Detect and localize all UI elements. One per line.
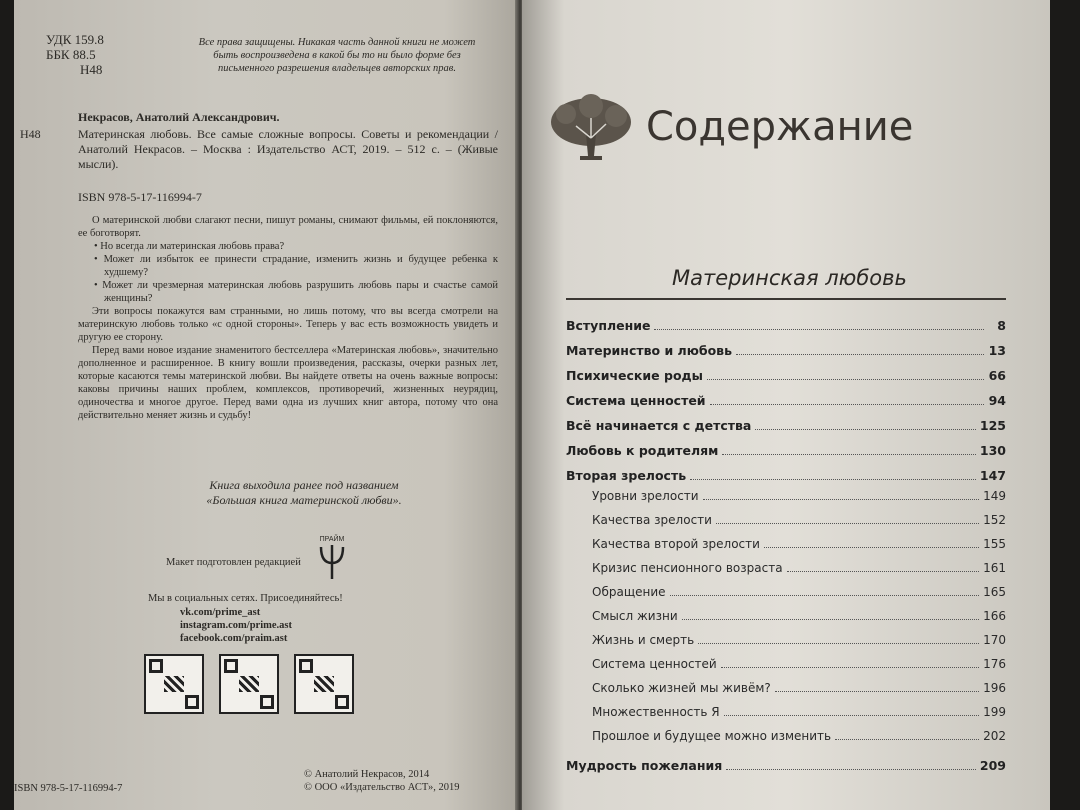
toc-leader-dots xyxy=(722,454,976,455)
right-page xyxy=(522,0,1050,810)
toc-entry-label: Любовь к родителям xyxy=(566,443,719,458)
toc-entry[interactable] xyxy=(592,561,1006,583)
qr-code-instagram-icon xyxy=(219,654,279,714)
annotation xyxy=(78,214,498,422)
toc-entry-label: Психические роды xyxy=(566,368,703,383)
copyright-block xyxy=(304,768,460,794)
toc-leader-dots xyxy=(736,354,984,355)
toc-leader-dots xyxy=(726,769,976,770)
toc-entry-label: Смысл жизни xyxy=(592,609,678,623)
social-links xyxy=(180,606,292,645)
biblio-code: Н48 xyxy=(20,127,41,141)
annotation-bullet: • Может ли избыток ее принести страдание, изменить жизнь и будущее ребенка к худшему? xyxy=(94,254,498,278)
layout-note: Макет подготовлен редакцией xyxy=(166,557,301,568)
toc-entry-page: 165 xyxy=(983,585,1006,599)
toc-entry-page: 209 xyxy=(979,758,1006,773)
biblio-description: Материнская любовь. Все самые сложные вопросы. Советы и рекомендации /Анатолий Некрасов. – Москва : Издательство АСТ, 2019. – 512 с. – (Живые мысли). xyxy=(78,127,498,171)
toc-entry-label: Множественность Я xyxy=(592,705,720,719)
toc-entry-label: Прошлое и будущее можно изменить xyxy=(592,729,832,743)
toc-entry-page: 202 xyxy=(983,729,1006,743)
toc-entry-label: Жизнь и смерть xyxy=(592,633,695,647)
toc-leader-dots xyxy=(764,547,979,548)
social-intro: Мы в социальных сетях. Присоединяйтесь! xyxy=(148,593,343,604)
toc-entry-page: 130 xyxy=(979,443,1006,458)
qr-code-facebook-icon xyxy=(294,654,354,714)
toc-entry-label: Сколько жизней мы живём? xyxy=(592,681,771,695)
annotation-paragraph: Перед вами новое издание знаменитого бестселлера «Материнская любовь», значительно дополненное и расширенное. В книгу вошли произведения, рассказы, очерки разных лет, которые касаются темы материнской любви. Вы найдете ответы на очень важные вопросы: каковы причины наших проблем, комплексов, противоречий, жизненных неурядиц, одиночества и многое другое. Перед вами одна из лучших книг автора, потому что она действительно меняет жизнь и судьбу! xyxy=(78,345,498,421)
toc-entry-page: 199 xyxy=(983,705,1006,719)
bottom-isbn: ISBN 978-5-17-116994-7 xyxy=(14,783,123,794)
classification-codes xyxy=(46,32,104,77)
toc-entry-label: Уровни зрелости xyxy=(592,489,699,503)
qr-code-vk-icon xyxy=(144,654,204,714)
toc-entry[interactable] xyxy=(566,368,1006,390)
toc-entry-label: Кризис пенсионного возраста xyxy=(592,561,783,575)
toc-entry-label: Качества второй зрелости xyxy=(592,537,760,551)
toc-entry-page: 155 xyxy=(983,537,1006,551)
toc-entry[interactable] xyxy=(592,609,1006,631)
previous-title-line-1: Книга выходила ранее под названием xyxy=(209,478,399,492)
toc-entry-page: 176 xyxy=(983,657,1006,671)
toc-entry-page: 149 xyxy=(983,489,1006,503)
contents-title: Содержание xyxy=(646,104,914,150)
toc-entry-page: 94 xyxy=(988,393,1006,408)
toc-entry-label: Вступление xyxy=(566,318,651,333)
toc-entry[interactable] xyxy=(566,318,1006,340)
toc-entry[interactable] xyxy=(566,393,1006,415)
toc-entry[interactable] xyxy=(592,681,1006,703)
annotation-paragraph: Эти вопросы покажутся вам странными, но лишь потому, что вы всегда смотрели на материнскую любовь только «с одной стороны». Теперь у вас есть возможность увидеть и другую ее сторону. xyxy=(78,306,498,343)
toc-entry[interactable] xyxy=(566,343,1006,365)
annotation-paragraph: О материнской любви слагают песни, пишут романы, снимают фильмы, ей поклоняются, ее боготворят. xyxy=(78,215,498,239)
toc-entry-label: Вторая зрелость xyxy=(566,468,687,483)
facebook-link[interactable]: facebook.com/praim.ast xyxy=(180,633,288,644)
toc-entry-label: Обращение xyxy=(592,585,666,599)
isbn-line: ISBN 978-5-17-116994-7 xyxy=(78,190,202,204)
toc-leader-dots xyxy=(698,643,979,644)
left-page xyxy=(14,0,520,810)
toc-entry[interactable] xyxy=(592,729,1006,751)
toc-entry-page: 147 xyxy=(979,468,1006,483)
toc-entry[interactable] xyxy=(566,418,1006,440)
toc-entry-page: 8 xyxy=(997,318,1006,333)
section-divider xyxy=(566,298,1006,300)
toc-leader-dots xyxy=(775,691,979,692)
author-code: Н48 xyxy=(80,62,103,77)
annotation-bullet: • Может ли чрезмерная материнская любовь разрушить любовь пары и счастье самой женщины? xyxy=(94,280,498,304)
copyright-publisher: © ООО «Издательство АСТ», 2019 xyxy=(304,782,460,793)
publisher-logo-text: ПРАЙМ xyxy=(319,536,345,543)
vk-link[interactable]: vk.com/prime_ast xyxy=(180,607,261,618)
toc-entry-page: 66 xyxy=(988,368,1006,383)
bbk-code: ББК 88.5 xyxy=(46,47,96,62)
toc-entry[interactable] xyxy=(592,489,1006,511)
toc-leader-dots xyxy=(707,379,984,380)
toc-entry-page: 166 xyxy=(983,609,1006,623)
toc-entry-page: 170 xyxy=(983,633,1006,647)
toc-leader-dots xyxy=(716,523,979,524)
toc-entry[interactable] xyxy=(592,513,1006,535)
toc-leader-dots xyxy=(724,715,979,716)
toc-entry-label: Мудрость пожелания xyxy=(566,758,723,773)
toc-entry[interactable] xyxy=(566,468,1006,490)
toc-entry-page: 152 xyxy=(983,513,1006,527)
toc-entry[interactable] xyxy=(592,657,1006,679)
toc-entry-label: Материнство и любовь xyxy=(566,343,732,358)
tree-icon xyxy=(546,94,636,164)
annotation-bullet: • Но всегда ли материнская любовь права? xyxy=(94,241,285,252)
toc-entry-label: Всё начинается с детства xyxy=(566,418,752,433)
toc-entry-label: Качества зрелости xyxy=(592,513,712,527)
udk-code: УДК 159.8 xyxy=(46,32,104,47)
toc-leader-dots xyxy=(690,479,976,480)
toc-entry-page: 196 xyxy=(983,681,1006,695)
toc-leader-dots xyxy=(835,739,979,740)
previous-title-note xyxy=(164,478,444,508)
toc-entry-label: Система ценностей xyxy=(592,657,717,671)
toc-entry-page: 125 xyxy=(979,418,1006,433)
instagram-link[interactable]: instagram.com/prime.ast xyxy=(180,620,292,631)
toc-leader-dots xyxy=(703,499,980,500)
toc-leader-dots xyxy=(682,619,979,620)
toc-entry[interactable] xyxy=(592,705,1006,727)
psi-logo-icon xyxy=(317,543,347,581)
toc-leader-dots xyxy=(670,595,980,596)
toc-entry[interactable] xyxy=(566,443,1006,465)
section-title: Материнская любовь xyxy=(672,266,907,290)
toc-entry[interactable] xyxy=(592,585,1006,607)
toc-leader-dots xyxy=(721,667,979,668)
previous-title-line-2: «Большая книга материнской любви». xyxy=(206,493,402,507)
toc-leader-dots xyxy=(654,329,984,330)
toc-entry-page: 13 xyxy=(988,343,1006,358)
toc-leader-dots xyxy=(787,571,980,572)
toc-leader-dots xyxy=(710,404,984,405)
toc-entry-label: Система ценностей xyxy=(566,393,706,408)
copyright-author: © Анатолий Некрасов, 2014 xyxy=(304,769,430,780)
author-heading: Некрасов, Анатолий Александрович. xyxy=(78,110,280,124)
publisher-logo xyxy=(314,536,350,586)
toc-entry[interactable] xyxy=(592,633,1006,655)
rights-notice: Все права защищены. Никакая часть данной книги не может быть воспроизведена в какой бы то ни было форме без письменного разрешения владельцев авторских прав. xyxy=(198,37,476,74)
toc-leader-dots xyxy=(755,429,976,430)
toc-entry[interactable] xyxy=(566,758,1006,780)
toc-entry-page: 161 xyxy=(983,561,1006,575)
toc-entry[interactable] xyxy=(592,537,1006,559)
